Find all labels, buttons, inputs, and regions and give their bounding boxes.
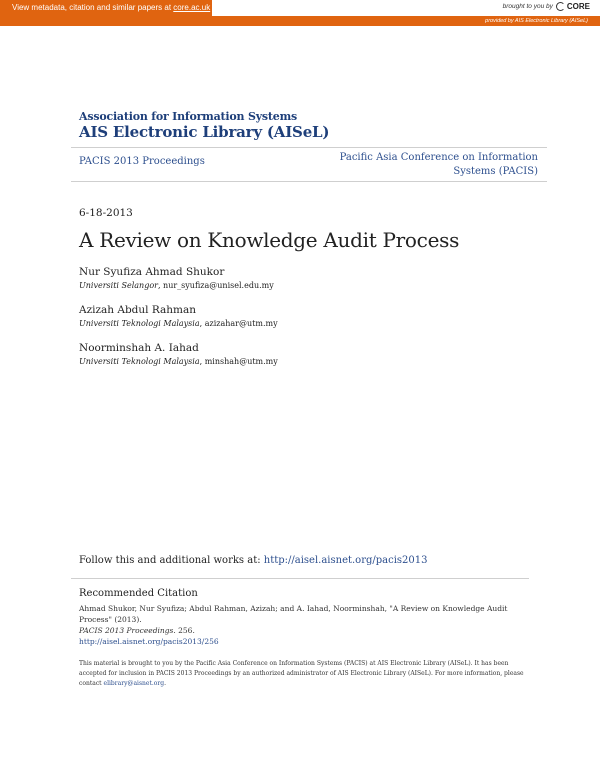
author-name: Noorminshah A. Iahad xyxy=(79,342,199,354)
citation-source-rest: . 256. xyxy=(173,626,195,635)
affiliation-email: , azizahar@utm.my xyxy=(199,319,278,328)
author-name: Azizah Abdul Rahman xyxy=(79,304,196,316)
affiliation-institution: Universiti Selangor xyxy=(79,281,158,290)
brought-text: brought to you by xyxy=(502,3,553,10)
citation-text: Ahmad Shukor, Nur Syufiza; Abdul Rahman, Azizah; and A. Iahad, Noorminshah, "A Review on Knowledge Audit Process" (2013). xyxy=(79,604,508,624)
follow-line xyxy=(79,555,428,566)
author-affiliation xyxy=(79,357,278,366)
follow-text: Follow this and additional works at: xyxy=(79,555,261,566)
affiliation-email: , nur_syufiza@unisel.edu.my xyxy=(157,281,274,290)
core-wordmark: CORE xyxy=(566,2,590,11)
notice-end: . xyxy=(164,680,167,687)
core-link[interactable]: core.ac.uk xyxy=(173,3,211,12)
divider-bottom xyxy=(71,181,547,182)
affiliation-institution: Universiti Teknologi Malaysia xyxy=(79,357,200,366)
metadata-text: View metadata, citation and similar papers at xyxy=(12,3,172,12)
citation-body xyxy=(79,603,529,647)
affiliation-email: , minshah@utm.my xyxy=(199,357,278,366)
provided-by-text: provided by AIS Electronic Library (AISeL) xyxy=(485,18,588,24)
citation-source: PACIS 2013 Proceedings xyxy=(79,626,174,635)
citation-heading: Recommended Citation xyxy=(79,588,198,599)
author-affiliation xyxy=(79,319,278,328)
author-1 xyxy=(79,266,274,290)
publication-date: 6-18-2013 xyxy=(79,207,133,219)
brought-to-you xyxy=(503,2,590,11)
library-name: AIS Electronic Library (AISeL) xyxy=(79,123,330,141)
citation-url-link[interactable]: http://aisel.aisnet.org/pacis2013/256 xyxy=(79,637,219,646)
notice-text: This material is brought to you by the Pacific Asia Conference on Information Systems (PACIS) at AIS Electronic Library (AISeL). It has been accepted for inclusion in PACIS 2013 Proceedings by an authorized administrator of AIS Electronic Library (AISeL). For more information, please contact xyxy=(79,660,524,687)
author-2 xyxy=(79,304,278,328)
library-header[interactable] xyxy=(79,110,329,141)
author-affiliation xyxy=(79,281,274,290)
contact-email-link[interactable]: elibrary@aisnet.org xyxy=(103,680,165,687)
author-name: Nur Syufiza Ahmad Shukor xyxy=(79,266,225,278)
repository-notice xyxy=(79,659,529,689)
paper-title: A Review on Knowledge Audit Process xyxy=(79,228,460,252)
conference-link[interactable]: Pacific Asia Conference on Information Systems (PACIS) xyxy=(339,152,538,177)
core-icon xyxy=(556,2,565,11)
author-3 xyxy=(79,342,278,366)
core-logo[interactable] xyxy=(556,2,590,11)
provided-by-bar xyxy=(0,16,600,26)
citation-divider xyxy=(71,578,529,579)
collection-url-link[interactable]: http://aisel.aisnet.org/pacis2013 xyxy=(263,555,428,566)
metadata-bar xyxy=(0,0,212,16)
core-banner xyxy=(0,0,600,28)
divider-top xyxy=(71,147,547,148)
association-name: Association for Information Systems xyxy=(79,110,298,123)
affiliation-institution: Universiti Teknologi Malaysia xyxy=(79,319,200,328)
proceedings-link[interactable]: PACIS 2013 Proceedings xyxy=(79,156,205,167)
